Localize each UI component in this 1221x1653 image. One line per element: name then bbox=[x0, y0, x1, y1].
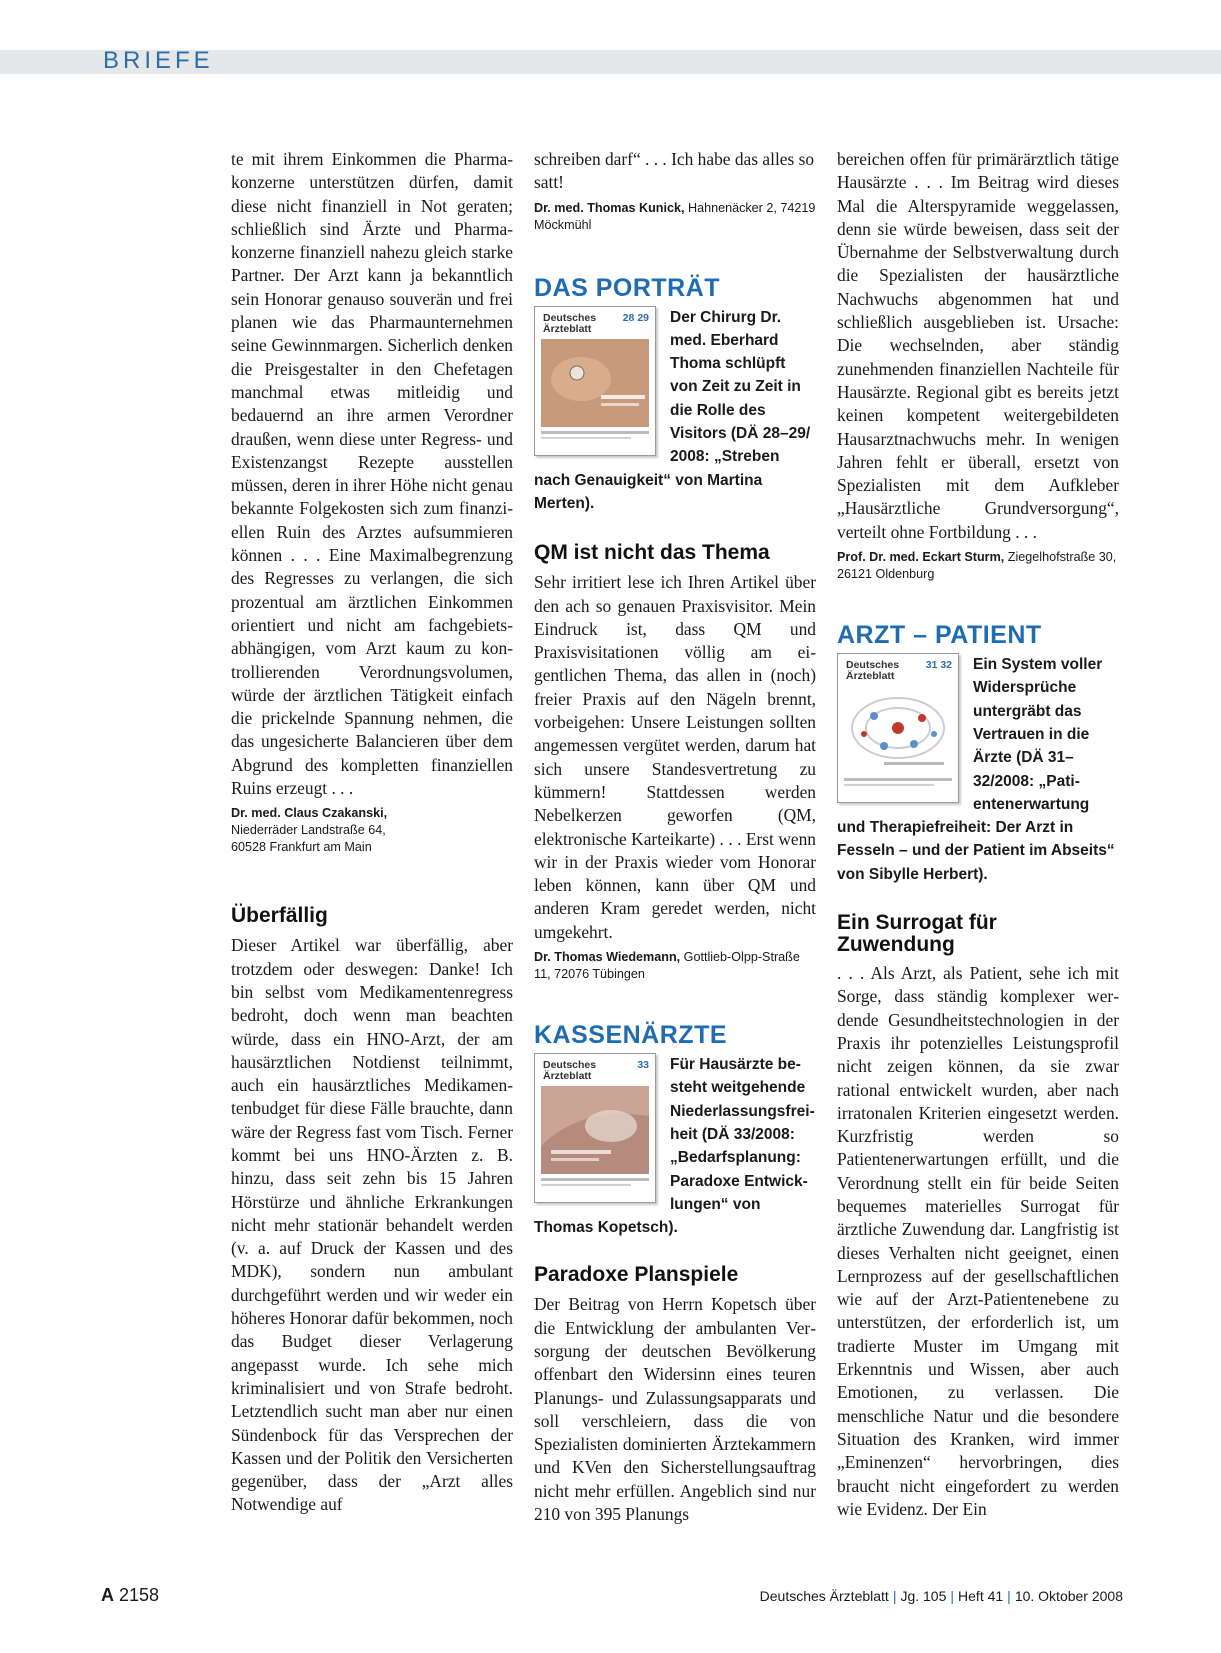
letter-address: Ziegelhofstraße 30, 26121 Oldenburg bbox=[837, 550, 1117, 582]
cover-issue: 28 29 bbox=[622, 311, 649, 324]
cover-masthead: Deutsches Ärzteblatt bbox=[846, 659, 900, 683]
letter-text: Der Beitrag von Herrn Kopetsch über die Entwicklung der ambulanten Versorgung der deutschen Bevölkerung offenbart den Widersinn eines teuren Planungs- und Zulassungsapparats und soll verschleiern, dass die von Spezialisten dominierten Ärztekammern und KVen den Sicherstellungsauftrag nicht mehr erfüllen. Angeblich sind nur 210 von 395 Planungs bbox=[534, 1294, 816, 1525]
column-3 bbox=[837, 148, 1119, 1521]
reference-block bbox=[534, 1053, 816, 1239]
journal-volume: Jg. 105 bbox=[900, 1588, 947, 1604]
letter-signature bbox=[534, 949, 816, 983]
letter-author: Dr. med. Claus Czakanski, bbox=[231, 806, 388, 821]
letter-text: . . . Als Arzt, als Patient, sehe ich mit Sorge, dass ständig komplexer werdende Gesundheitstechnologien in der Praxis ihr potenzielles Leistungsprofil nicht zeigen können, da sie zwar rational entwickelt wurden, aber nach irratonalen Kriterien eingesetzt werden. Kurzfristig werden so Patientenerwartungen erfüllt, und die Verordnung stellt ein für beide Seiten bequemes materielles Surrogat für ärztliche Zuwendung dar. Langfristig ist dieses Verhalten nicht geeignet, einen Lernprozess auf der gesellschaftlichen wie auf der Arzt-Patientenebene zu unterstützen, der erforderlich ist, um tradierte Muster im Umgang mit Erkenntnis und Wissen, aber auch Emotionen, zu verlassen. Die menschliche Natur und die besondere Situation des Kranken, wird immer „Eminenzen“ hervorbringen, dies braucht nicht eingefordert zu werden wie Evidenz. Der Ein bbox=[837, 963, 1119, 1519]
page-number bbox=[101, 1585, 159, 1606]
letter-signature bbox=[231, 805, 513, 856]
letter-address: Hahnenäcker 2, 74219 Möckmühl bbox=[534, 200, 816, 232]
category-heading: KASSENÄRZTE bbox=[534, 1021, 728, 1050]
reference-block bbox=[534, 306, 816, 516]
magazine-cover bbox=[837, 653, 959, 803]
reference-teaser: Ein System voller Widersprüche untergräbt das Vertrauen in die Ärzte (DÄ 31–32/2008: „Patientenerwartung und Therapiefreiheit: Der Arzt in Fesseln – und der Patient im Abseits“ von Sibylle Herbert). bbox=[837, 656, 1115, 883]
cover-photo bbox=[541, 1086, 649, 1174]
letter-text: schreiben darf“ . . . Ich habe das alles so satt! bbox=[534, 149, 815, 193]
cover-footer-line bbox=[541, 431, 649, 434]
page-prefix: A bbox=[101, 1585, 114, 1605]
journal-name: Deutsches Ärzteblatt bbox=[759, 1588, 889, 1604]
column-1 bbox=[231, 148, 513, 1517]
reference-block bbox=[837, 653, 1119, 886]
cover-photo bbox=[844, 686, 952, 774]
letter-heading: Ein Surrogat für Zuwendung bbox=[837, 911, 997, 957]
category-heading: DAS PORTRÄT bbox=[534, 273, 721, 302]
cover-masthead: Deutsches Ärzteblatt bbox=[543, 1059, 597, 1083]
cover-footer-line bbox=[844, 784, 934, 786]
cover-footer-line bbox=[541, 437, 631, 439]
page-number-value: 2158 bbox=[119, 1585, 160, 1605]
journal-footer: Deutsches Ärzteblatt | Jg. 105 | Heft 41 | 10. Oktober 2008 bbox=[759, 1588, 1123, 1604]
journal-date: 10. Oktober 2008 bbox=[1014, 1588, 1123, 1604]
cover-footer-line bbox=[541, 1178, 649, 1181]
letter-text: Sehr irritiert lese ich Ihren Artikel über den ach so genauen Praxisvisitor. Mein Eindruck ist, dass QM und Praxisvisitationen völlig am eigentlichen Thema, das allen in (noch) freier Praxis auf den Nägeln brennt, vorbeigehen: Unsere Leistungen sollten angemessen vergütet werden, darum hat sich unsere Standesvertretung zu kümmern! Stattdessen werden Nebelkerzen geworfen (QM, elektronische Karteikarte) . . . Erst wenn wir in der Praxis wieder vom Honorar leben können, kann über QM und anderen Kram geredet werden, nicht umgekehrt. bbox=[534, 572, 816, 942]
letter-signature bbox=[837, 549, 1119, 583]
section-label: BRIEFE bbox=[103, 47, 214, 74]
cover-issue: 31 32 bbox=[925, 659, 952, 672]
letter-text: Dieser Artikel war überfällig, aber trotzdem oder deswegen: Danke! Ich bin selbst vom Medikamentenregress bedroht, doch wenn man beachten würde, dass ein HNO-Arzt, der am hausärztlichen Notdienst teilnimmt, auch ein hausärztliches Medikamentenbudget für diese Fälle brauchte, dann wäre der Regress fast vom Tisch. Ferner kommt bei uns HNO-Ärzten z. B. hinzu, dass seit zehn bis 15 Jahren Hörstürze und ähnliche Erkrankungen nicht mehr stationär behandelt werden (v. a. auf Druck der Kassen und des MDK), sondern nun ambulant durchgeführt werden und wir weder ein höheres Honorar dafür bekommen, noch das Budget dieser Verlagerung angepasst wurde. Ich sehe mich kriminalisiert und von Strafe bedroht. Letztendlich sucht man aber nur einen Sündenbock für das Versprechen der Kassen und der Politik den Versicherten gegenüber, dass der „Arzt alles Notwendige auf bbox=[231, 935, 513, 1515]
letter-author: Prof. Dr. med. Eckart Sturm, bbox=[837, 550, 1005, 565]
letter-text: bereichen offen für primärärztlich tätige Hausärzte . . . Im Beitrag wird dieses Mal die Alterspyramide weggelassen, denn sie würde beweisen, dass seit der Übernahme der Selbstverwaltung durch die Spezialisten der hausärztliche Nachwuchs abgenommen hat und schließlich ausgeblieben ist. Ursache: Die wechselnden, aber ständig zunehmenden finanziellen Nachteile für Hausärzte. Regional gibt es bereits jetzt keinen kompetent weitergebildeten Hausarztnachwuchs mehr. In wenigen Jahren fehlt er überall, ersetzt von Spezialisten mit dem Aufkleber „Hausärztliche Grundversorgung“, verteilt ohne Fortbildung . . . bbox=[837, 149, 1119, 542]
journal-issue: Heft 41 bbox=[958, 1588, 1004, 1604]
cover-masthead: Deutsches Ärzteblatt bbox=[543, 311, 597, 335]
cover-issue: 33 bbox=[637, 1059, 649, 1072]
cover-footer-line bbox=[844, 778, 952, 781]
letter-heading: Überfällig bbox=[231, 904, 328, 928]
letter-address: Niederräder Landstraße 64, bbox=[231, 823, 386, 838]
letter-address: Gottlieb-Olpp-Straße 11, 72076 Tübingen bbox=[534, 950, 800, 982]
letter-heading: QM ist nicht das Thema bbox=[534, 541, 770, 565]
letter-author: Dr. Thomas Wiedemann, bbox=[534, 950, 681, 965]
letter-signature bbox=[534, 200, 816, 234]
category-heading: ARZT – PATIENT bbox=[837, 621, 1042, 650]
reference-teaser: Der Chirurg Dr. med. Eberhard Thoma schlüpft von Zeit zu Zeit in die Rolle des Visitors (DÄ 28–29/ 2008: „Streben nach Genauigkeit“ von Martina Merten). bbox=[534, 308, 811, 512]
column-2 bbox=[534, 148, 816, 1526]
letter-address: 60528 Frankfurt am Main bbox=[231, 840, 372, 855]
cover-footer-line bbox=[541, 1184, 631, 1186]
magazine-cover bbox=[534, 1053, 656, 1203]
letter-author: Dr. med. Thomas Kunick, bbox=[534, 200, 685, 215]
magazine-cover bbox=[534, 306, 656, 456]
cover-photo bbox=[541, 339, 649, 427]
letter-heading: Paradoxe Planspiele bbox=[534, 1263, 739, 1287]
reference-teaser: Für Hausärzte besteht weitgehende Niederlassungsfreiheit (DÄ 33/2008: „Bedarfsplanung: Paradoxe Entwicklungen“ von Thomas Kopetsch). bbox=[534, 1056, 815, 1237]
letter-text: te mit ihrem Einkommen die Pharmakonzerne unterstützen dürfen, damit diese nicht finanziell in Not geraten; schließlich sind Ärzte und Pharmakonzerne finanziell nahezu gleich starke Partner. Der Arzt kann ja bekanntlich sein Honorar genauso souverän und frei planen wie das Pharmaunternehmen seine Gewinnmargen. Sicherlich denken die Preisgestalter in den Chefetagen manchmal etwas mitleidig und bedauernd an ihre armen Verordner draußen, wenn diese unter Regress- und Existenzangst Rezepte ausstellen müssen, deren in ihrer Höhe nicht genau bekannte Folgekosten sich zum finanziellen Ruin des Arztes aufsummieren können . . . Eine Maximalbegrenzung des Regresses zu verlangen, die sich prozentual am ärztlichen Einkommen orientiert und nicht am fachgebietsabhängigen, vom Arzt kaum zu kontrollierenden Verordnungsvolumen, würde der ärztlichen Tätigkeit einfach die prickelnde Spannung nehmen, die das ungesicherte Balancieren über dem Abgrund des kompletten finanziellen Ruins erzeugt . . . bbox=[231, 149, 513, 799]
